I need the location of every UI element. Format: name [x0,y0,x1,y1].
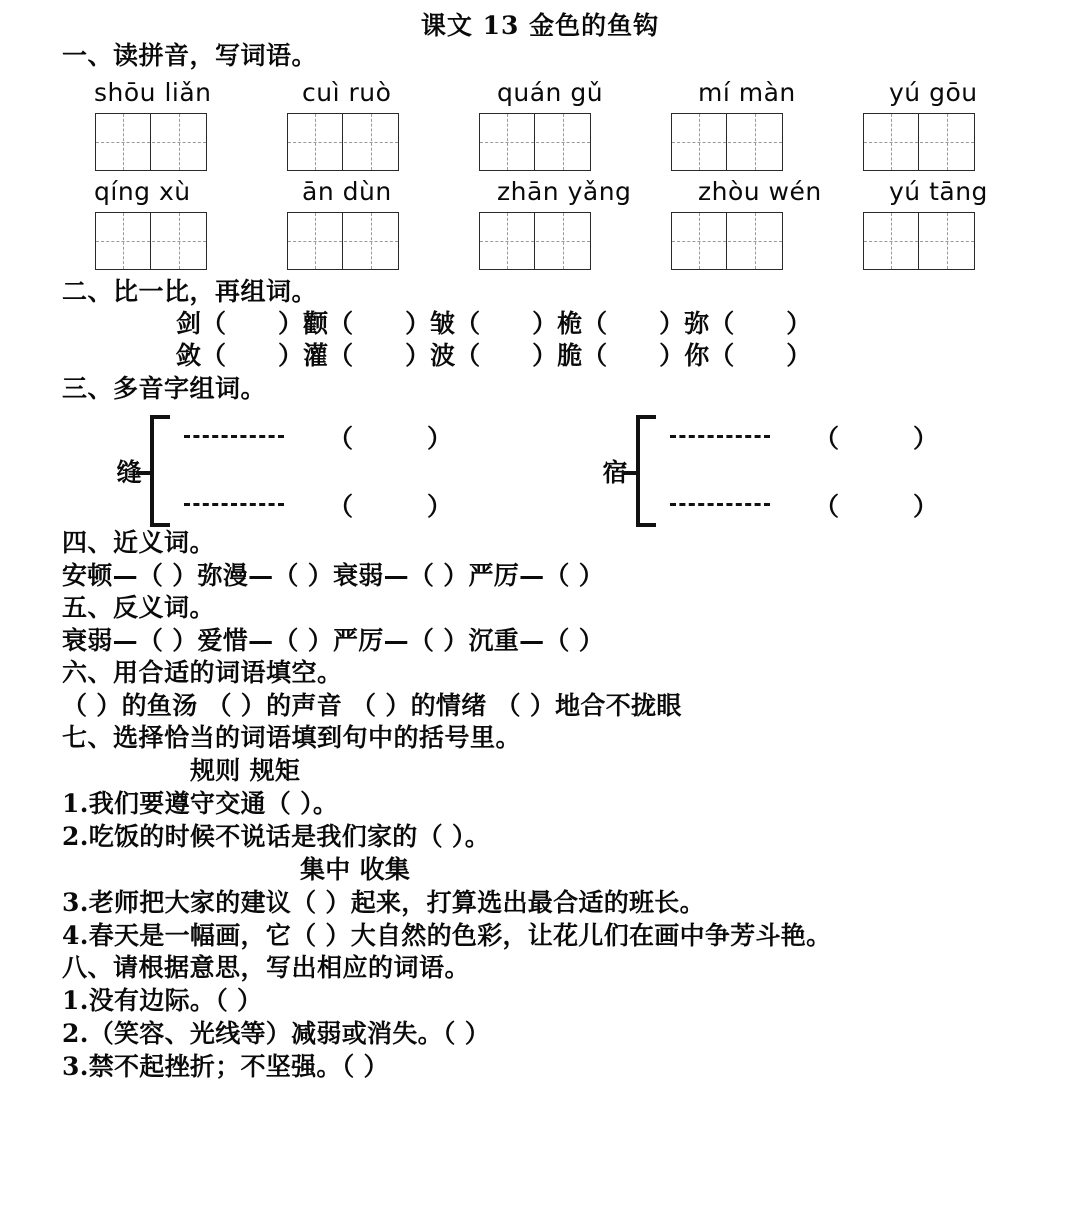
answer-blank-line[interactable] [184,435,284,438]
section-8-heading: 八、请根据意思，写出相应的词语。 [62,952,471,982]
writing-grid-slot[interactable] [287,113,479,171]
tianzige-box[interactable] [287,212,399,270]
antonym-line[interactable]: 衰弱—（ ）爱惜—（ ）严厉—（ ）沉重—（ ） [62,625,605,655]
paren-open: （ [328,308,354,338]
pinyin-label: yú tāng [889,176,988,206]
compare-row-2 [176,340,1080,373]
question-8-2[interactable]: 2.（笑容、光线等）减弱或消失。（ ） [62,1018,491,1048]
paren-close: ） [532,308,558,338]
paren-open: （ [582,308,608,338]
writing-grid-slot[interactable] [863,113,1055,171]
paren-open: （ [814,423,840,453]
compare-char: 灌 [303,341,329,370]
section-2-heading: 二、比一比，再组词。 [62,276,318,306]
bracket-icon [150,415,170,527]
question-8-1[interactable]: 1.没有边际。（ ） [62,985,263,1015]
page-title: 课文 13 金色的鱼钩 [420,11,660,40]
compare-char: 敛 [176,341,202,370]
tianzige-box[interactable] [671,212,783,270]
paren-close: ） [659,341,685,370]
fill-blank-line[interactable]: （ ）的鱼汤 （ ）的声音 （ ）的情绪 （ ）地合不拢眼 [62,690,682,720]
writing-grid-row-2 [95,212,1080,270]
pinyin-label: zhòu wén [698,176,822,206]
polyphone-line[interactable] [660,419,938,455]
paren-close: ） [427,491,453,521]
pinyin-label: qíng xù [94,176,191,206]
question-7-4[interactable]: 4.春天是一幅画，它（ ）大自然的色彩，让花儿们在画中争芳斗艳。 [62,920,832,950]
paren-open: （ [455,308,481,338]
answer-paren[interactable] [328,487,452,523]
section-3-heading: 三、多音字组词。 [62,373,267,403]
pinyin-label: shōu liǎn [94,77,212,107]
compare-char: 你 [684,341,710,370]
paren-open: （ [328,491,354,521]
answer-blank-line[interactable] [670,435,770,438]
writing-grid-row-1 [95,113,1080,171]
polyphone-area [108,415,1080,527]
polyphone-char: 宿 [602,457,628,487]
pinyin-label: yú gōu [889,77,978,107]
section-7-heading: 七、选择恰当的词语填到句中的括号里。 [62,722,522,752]
question-7-2[interactable]: 2.吃饭的时候不说话是我们家的（ ）。 [62,821,491,851]
answer-paren[interactable] [328,419,452,455]
answer-paren[interactable] [814,487,938,523]
pinyin-row-1 [88,78,1080,107]
paren-close: ） [427,423,453,453]
polyphone-lines [660,417,938,525]
paren-close: ） [278,341,304,370]
question-7-1[interactable]: 1.我们要遵守交通（ ）。 [62,788,339,818]
word-choice-pair-1: 规则 规矩 [190,755,301,785]
bracket-icon [636,415,656,527]
compare-char: 弥 [684,308,710,338]
paren-close: ） [405,308,431,338]
paren-open: （ [455,341,481,370]
polyphone-char: 缝 [116,457,142,487]
paren-open: （ [201,341,227,370]
paren-open: （ [328,341,354,370]
paren-close: ） [913,491,939,521]
synonym-line[interactable]: 安顿—（ ）弥漫—（ ）衰弱—（ ）严厉—（ ） [62,560,605,590]
pinyin-label: quán gǔ [497,77,604,107]
compare-row-1 [176,308,1080,341]
writing-grid-slot[interactable] [479,113,671,171]
paren-close: ） [405,341,431,370]
paren-close: ） [786,308,812,338]
polyphone-lines [174,417,452,525]
paren-open: （ [814,491,840,521]
writing-grid-slot[interactable] [671,212,863,270]
pinyin-label: ān dùn [302,176,392,206]
paren-open: （ [201,308,227,338]
tianzige-box[interactable] [95,212,207,270]
paren-open: （ [709,308,735,338]
compare-char: 桅 [557,308,583,338]
paren-close: ） [532,341,558,370]
polyphone-line[interactable] [660,487,938,523]
answer-blank-line[interactable] [670,503,770,506]
word-choice-pair-2: 集中 收集 [300,854,411,884]
writing-grid-slot[interactable] [479,212,671,270]
question-8-3[interactable]: 3.禁不起挫折；不坚强。（ ） [62,1051,389,1081]
tianzige-box[interactable] [95,113,207,171]
compare-char: 脆 [557,341,583,370]
section-6-heading: 六、用合适的词语填空。 [62,657,343,687]
section-5-heading: 五、反义词。 [62,592,216,622]
tianzige-box[interactable] [863,212,975,270]
section-1-heading: 一、读拼音，写词语。 [62,40,318,70]
tianzige-box[interactable] [671,113,783,171]
paren-open: （ [709,341,735,370]
answer-blank-line[interactable] [184,503,284,506]
compare-char: 波 [430,341,456,370]
pinyin-label: cuì ruò [302,77,392,107]
polyphone-line[interactable] [174,487,452,523]
compare-char: 颧 [303,308,329,338]
writing-grid-slot[interactable] [95,212,287,270]
polyphone-group-1 [108,415,594,527]
paren-close: ） [786,341,812,370]
section-4-heading: 四、近义词。 [62,527,216,557]
paren-close: ） [913,423,939,453]
paren-close: ） [278,308,304,338]
writing-grid-slot[interactable] [671,113,863,171]
compare-char: 剑 [176,308,202,338]
polyphone-line[interactable] [174,419,452,455]
tianzige-box[interactable] [863,113,975,171]
writing-grid-slot[interactable] [863,212,1055,270]
pinyin-label: zhān yǎng [497,176,632,206]
writing-grid-slot[interactable] [287,212,479,270]
paren-close: ） [659,308,685,338]
pinyin-label: mí màn [698,77,796,107]
pinyin-row-2 [88,177,1080,206]
paren-open: （ [582,341,608,370]
tianzige-box[interactable] [287,113,399,171]
compare-char: 皱 [430,308,456,338]
paren-open: （ [328,423,354,453]
writing-grid-slot[interactable] [95,113,287,171]
answer-paren[interactable] [814,419,938,455]
tianzige-box[interactable] [479,113,591,171]
tianzige-box[interactable] [479,212,591,270]
polyphone-group-2 [594,415,1080,527]
question-7-3[interactable]: 3.老师把大家的建议（ ）起来，打算选出最合适的班长。 [62,887,705,917]
